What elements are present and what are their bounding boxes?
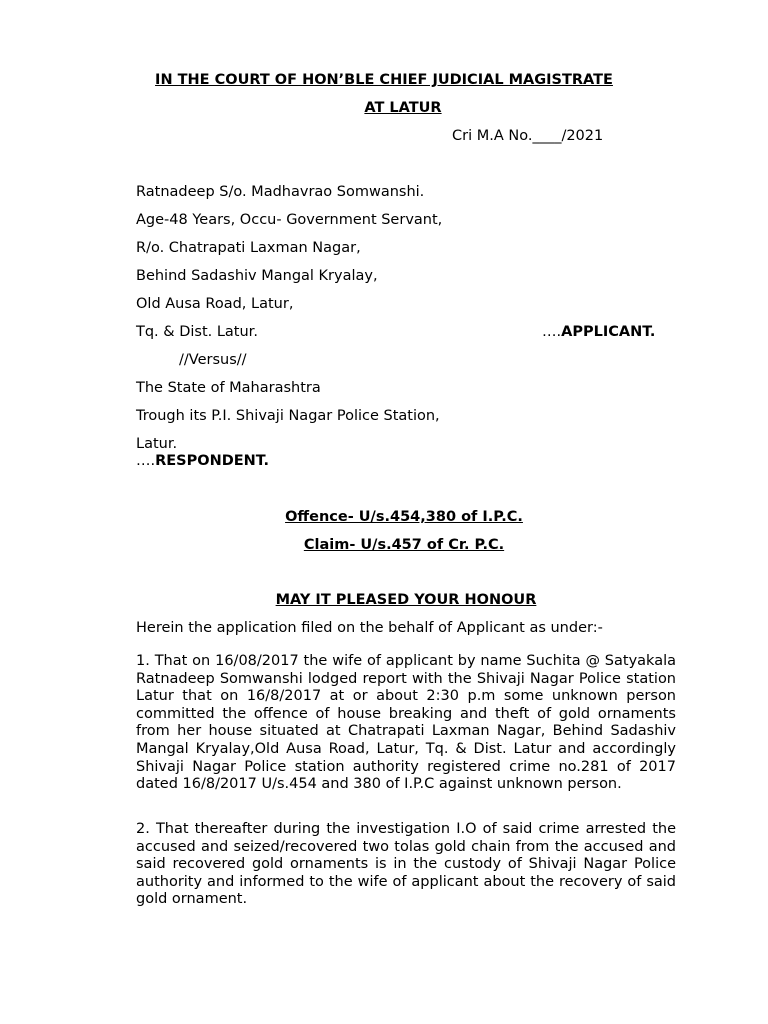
paragraph-2: 2. That thereafter during the investigation I.O of said crime arrested the accused and seized/recovered two tolas gold chain from the accused and said recovered gold ornaments is in the custody of Shivaji Nagar Police authority and informed to the wife of applicant about the recovery of said gold ornament. [136,821,676,908]
applicant-address-line-4: Tq. & Dist. Latur. [136,324,258,340]
court-heading: IN THE COURT OF HON’BLE CHIEF JUDICIAL MAGISTRATE [155,72,613,88]
respondent-name: The State of Maharashtra [136,380,321,396]
applicant-role-prefix: …. [542,324,562,340]
applicant-address-line-2: Behind Sadashiv Mangal Kryalay, [136,268,378,284]
applicant-name: Ratnadeep S/o. Madhavrao Somwanshi. [136,184,425,200]
applicant-role: APPLICANT. [561,324,656,340]
respondent-through: Trough its P.I. Shivaji Nagar Police Station, [136,408,440,424]
applicant-address-line-3: Old Ausa Road, Latur, [136,296,294,312]
respondent-role: RESPONDENT. [155,453,269,469]
claim-heading: Claim- U/s.457 of Cr. P.C. [303,537,505,553]
applicant-role-label [542,323,655,341]
versus-label: //Versus// [179,352,247,368]
respondent-role-prefix: …. [136,453,156,469]
court-place-heading: AT LATUR [364,100,442,116]
applicant-address-line-1: R/o. Chatrapati Laxman Nagar, [136,240,361,256]
offence-heading: Offence- U/s.454,380 of I.P.C. [285,509,523,525]
intro-text: Herein the application filed on the behalf of Applicant as under:- [136,620,603,636]
case-number: Cri M.A No.____/2021 [452,128,604,144]
respondent-place: Latur. [136,436,178,452]
respondent-role-label [136,452,269,470]
applicant-age-occupation: Age-48 Years, Occu- Government Servant, [136,212,443,228]
paragraph-1: 1. That on 16/08/2017 the wife of applicant by name Suchita @ Satyakala Ratnadeep Somwanshi lodged report with the Shivaji Nagar Police station Latur that on 16/8/2017 at or about 2:30 p.m some unknown person committed the offence of house breaking and theft of gold ornaments from her house situated at Chatrapati Laxman Nagar, Behind Sadashiv Mangal Kryalay,Old Ausa Road, Latur, Tq. & Dist. Latur and accordingly Shivaji Nagar Police station authority registered crime no.281 of 2017 dated 16/8/2017 U/s.454 and 380 of I.P.C against unknown person. [136,653,676,793]
salutation-heading: MAY IT PLEASED YOUR HONOUR [275,592,537,608]
